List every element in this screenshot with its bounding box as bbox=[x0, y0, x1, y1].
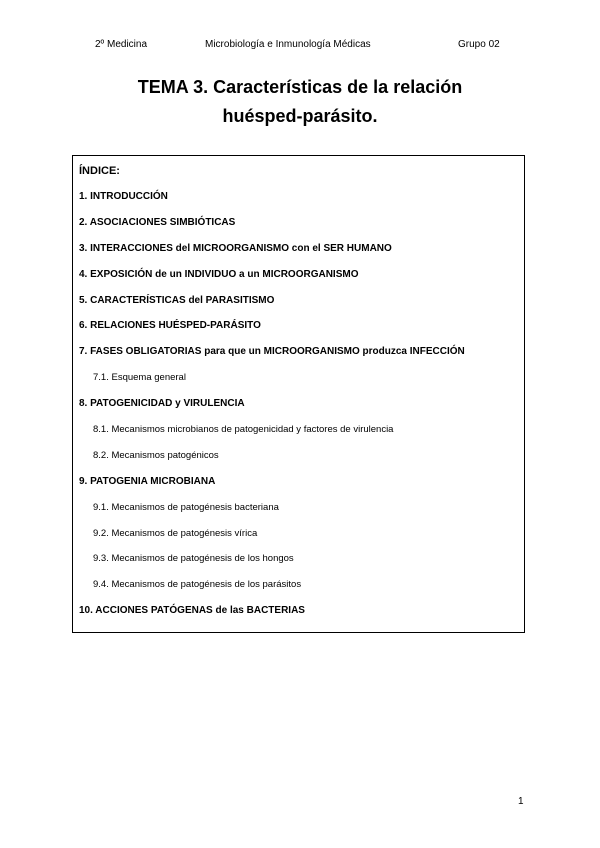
toc-subsection-item[interactable]: 8.1. Mecanismos microbianos de patogenicidad y factores de virulencia bbox=[93, 424, 394, 436]
page-number: 1 bbox=[518, 796, 524, 807]
toc-subsection-item[interactable]: 9.1. Mecanismos de patogénesis bacteriana bbox=[93, 501, 279, 513]
toc-subsection-item[interactable]: 9.2. Mecanismos de patogénesis vírica bbox=[93, 527, 258, 539]
toc-list bbox=[73, 184, 524, 624]
toc-section-item[interactable]: 3. INTERACCIONES del MICROORGANISMO con el SER HUMANO bbox=[79, 242, 392, 254]
toc-section-item[interactable]: 4. EXPOSICIÓN de un INDIVIDUO a un MICROORGANISMO bbox=[79, 268, 359, 280]
toc-subsection-item[interactable]: 9.3. Mecanismos de patogénesis de los hongos bbox=[93, 553, 294, 565]
title-line-2: huésped-parásito. bbox=[222, 106, 378, 126]
header-subject: Microbiología e Inmunología Médicas bbox=[205, 39, 371, 50]
toc-section-item[interactable]: 6. RELACIONES HUÉSPED-PARÁSITO bbox=[79, 320, 261, 332]
header-course: 2º Medicina bbox=[95, 39, 148, 50]
toc-heading: ÍNDICE: bbox=[79, 165, 120, 177]
toc-section-item[interactable]: 7. FASES OBLIGATORIAS para que un MICROORGANISMO produzca INFECCIÓN bbox=[79, 346, 465, 358]
title-line-1: TEMA 3. Características de la relación bbox=[137, 77, 463, 97]
toc-subsection-item[interactable]: 7.1. Esquema general bbox=[93, 372, 186, 384]
toc-section-item[interactable]: 10. ACCIONES PATÓGENAS de las BACTERIAS bbox=[79, 605, 305, 617]
toc-section-item[interactable]: 1. INTRODUCCIÓN bbox=[79, 191, 168, 202]
toc-subsection-item[interactable]: 9.4. Mecanismos de patogénesis de los parásitos bbox=[93, 579, 302, 591]
document-title bbox=[0, 73, 600, 131]
page-header bbox=[0, 39, 600, 53]
toc-section-item[interactable]: 5. CARACTERÍSTICAS del PARASITISMO bbox=[79, 294, 275, 306]
toc-subsection-item[interactable]: 8.2. Mecanismos patogénicos bbox=[93, 449, 219, 461]
toc-section-item[interactable]: 8. PATOGENICIDAD y VIRULENCIA bbox=[79, 398, 245, 410]
header-group: Grupo 02 bbox=[458, 39, 500, 50]
toc-section-item[interactable]: 2. ASOCIACIONES SIMBIÓTICAS bbox=[79, 216, 236, 228]
table-of-contents bbox=[72, 155, 525, 633]
toc-section-item[interactable]: 9. PATOGENIA MICROBIANA bbox=[79, 475, 216, 487]
